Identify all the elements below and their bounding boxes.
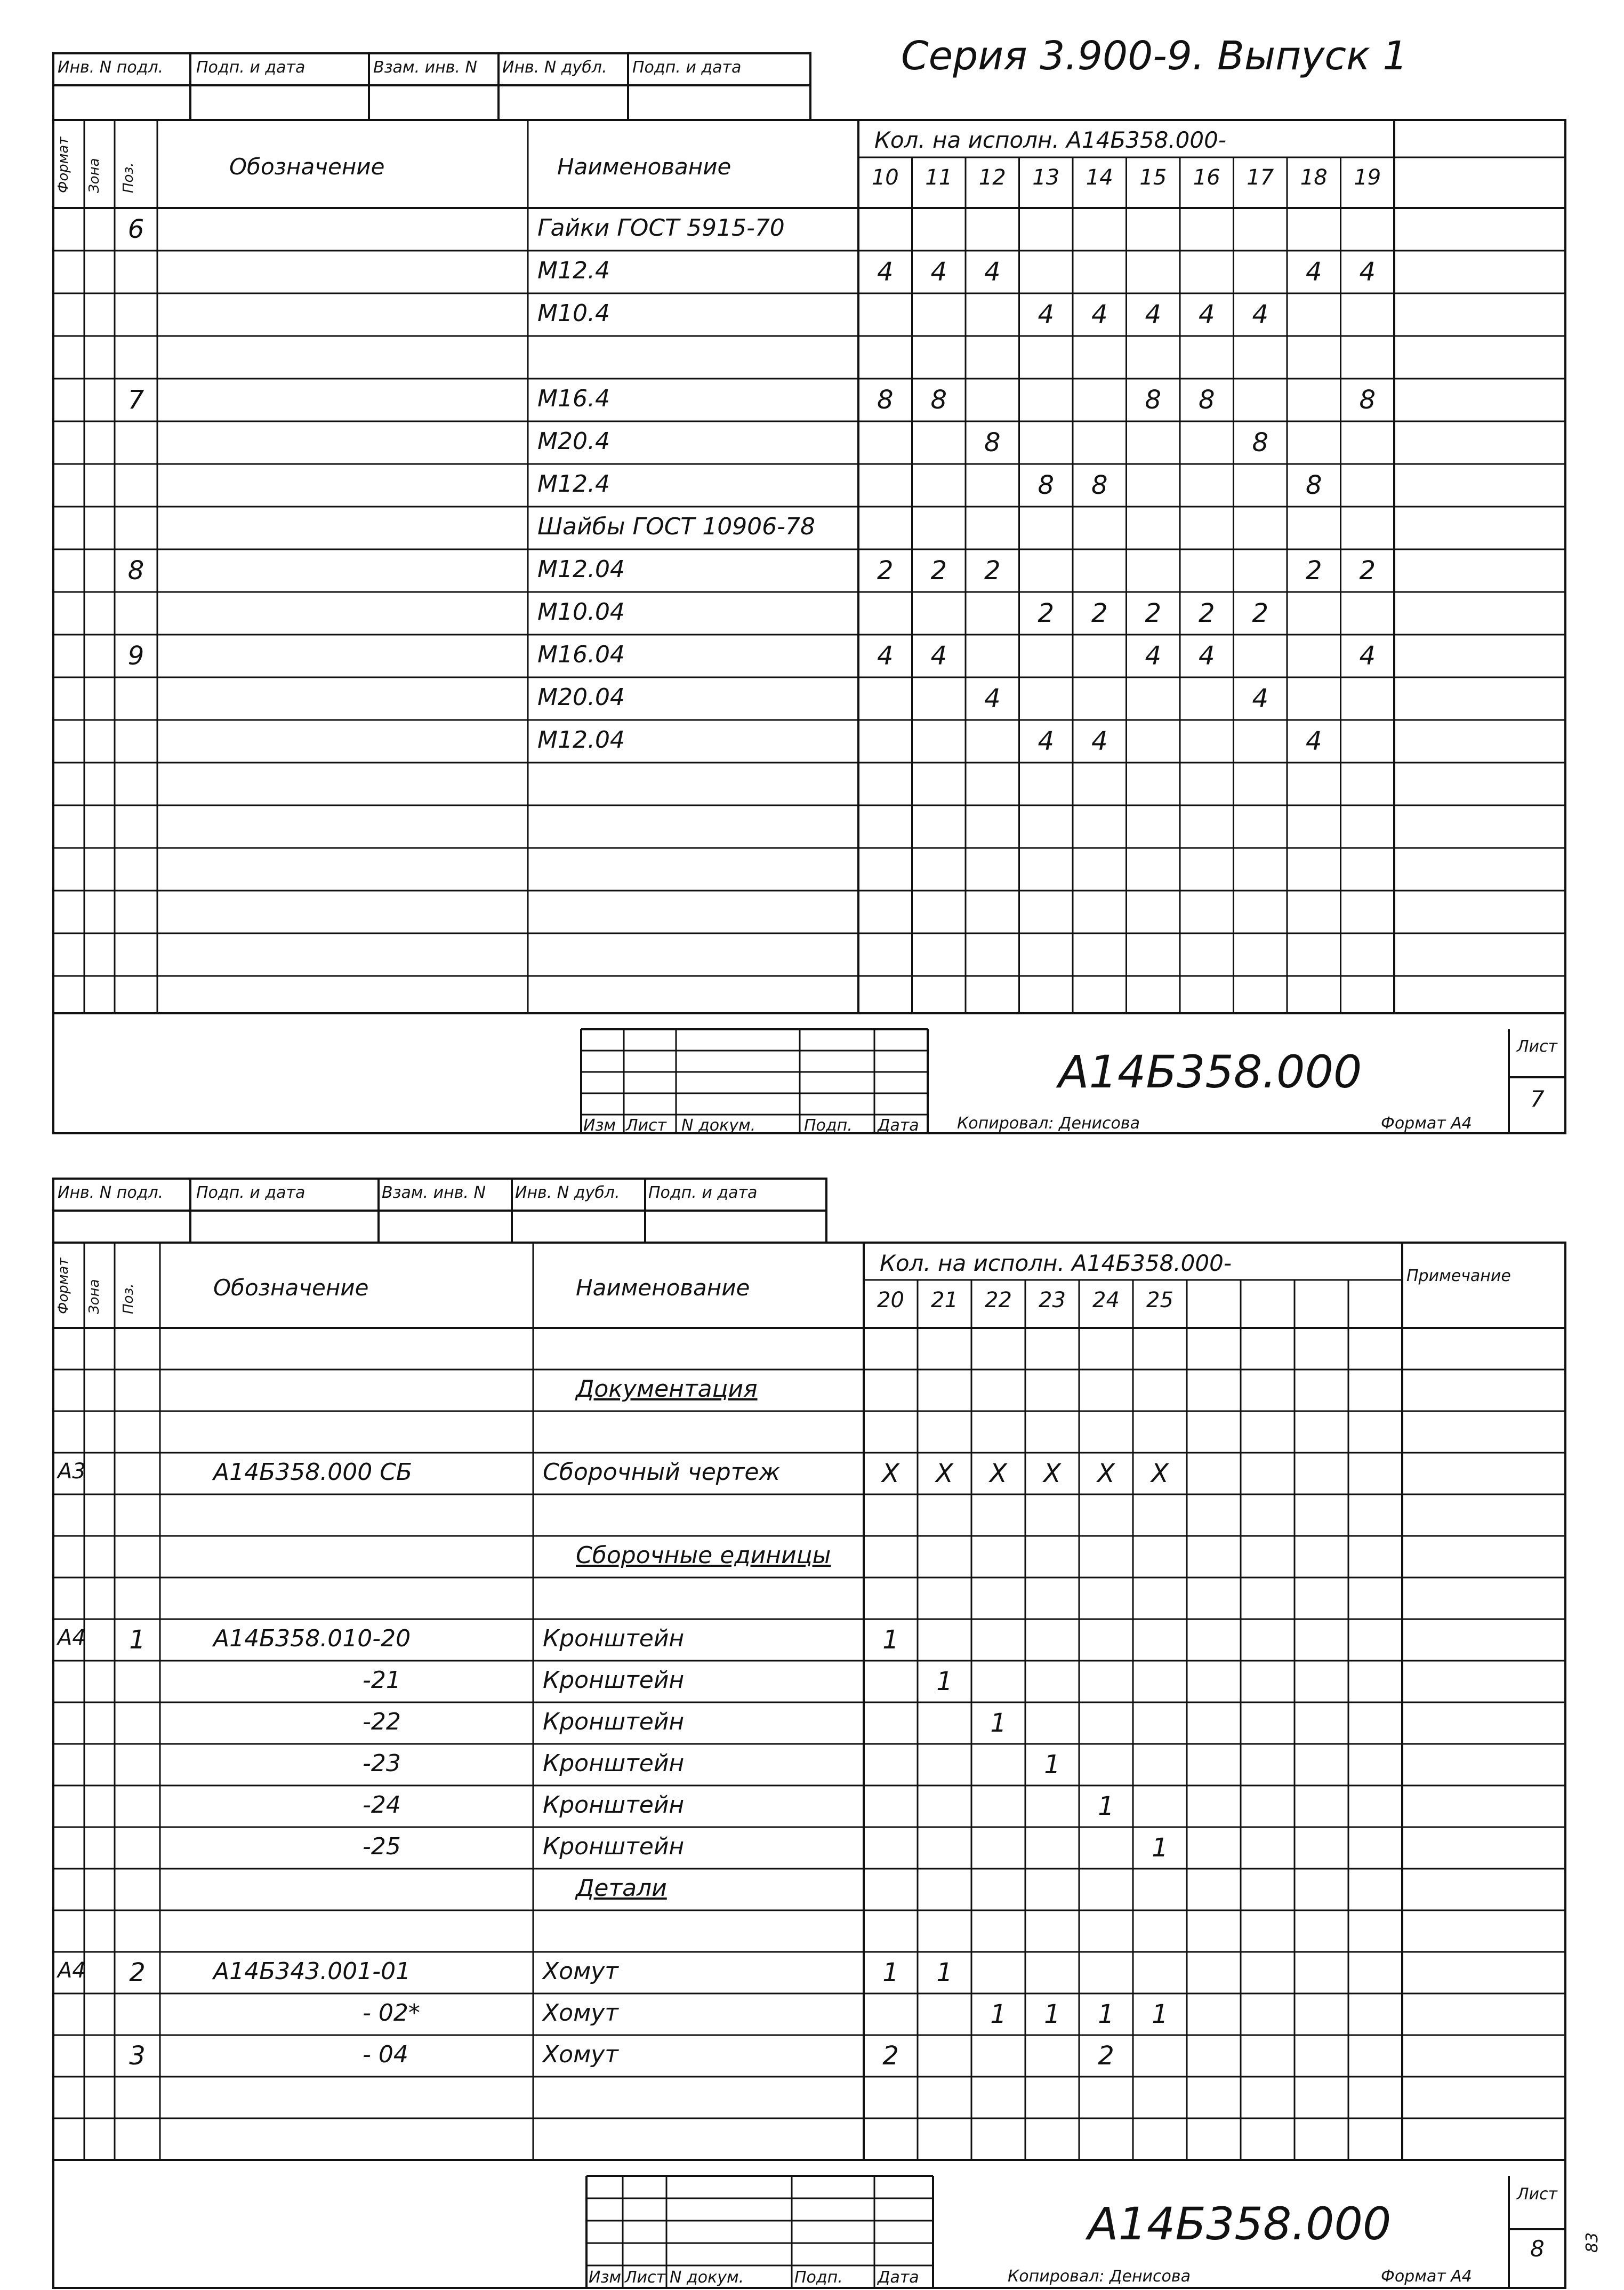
row-name: М20.04 — [537, 684, 625, 711]
row-quantity: 4 — [1252, 300, 1269, 330]
row-quantity: 1 — [1098, 1999, 1114, 2029]
row-quantity: 1 — [990, 1708, 1007, 1738]
title-col-doc-no: N докум. — [670, 2268, 744, 2287]
variant-label: 19 — [1354, 165, 1381, 190]
series-title: Серия 3.900-9. Выпуск 1 — [901, 33, 1408, 79]
row-quantity: 2 — [1252, 598, 1269, 628]
row-quantity: 4 — [1252, 684, 1269, 714]
row-quantity: X — [990, 1459, 1007, 1488]
copied-by: Копировал: Денисова — [957, 1114, 1140, 1133]
row-quantity: 4 — [1198, 641, 1215, 671]
variant-label: 25 — [1146, 1288, 1173, 1312]
row-quantity: 2 — [1098, 2041, 1114, 2071]
row-quantity: 2 — [930, 556, 947, 586]
col-zone-header: Зона — [86, 1279, 102, 1314]
document-number: А14Б358.000 — [1058, 1046, 1362, 1098]
row-quantity: 1 — [882, 1958, 899, 1988]
row-quantity: 4 — [1305, 257, 1322, 287]
title-col-signature: Подп. — [794, 2268, 843, 2287]
row-quantity: 4 — [1145, 300, 1162, 330]
row-name: М12.04 — [537, 556, 625, 583]
row-name: М12.4 — [537, 257, 610, 284]
row-quantity: 1 — [1044, 1999, 1060, 2029]
document-number: А14Б358.000 — [1088, 2198, 1392, 2250]
variant-label: 12 — [978, 165, 1006, 190]
row-quantity: 2 — [1091, 598, 1108, 628]
stamp-inv-duplicate: Инв. N дубл. — [502, 58, 607, 77]
row-name: Хомут — [543, 1958, 618, 1985]
sheet-number: 8 — [1530, 2236, 1545, 2262]
variant-label: 22 — [985, 1288, 1012, 1312]
variant-label: 23 — [1039, 1288, 1066, 1312]
qty-header: Кол. на исполн. А14Б358.000- — [874, 127, 1226, 153]
row-quantity: X — [1043, 1459, 1061, 1488]
variant-label: 21 — [931, 1288, 958, 1312]
row-quantity: 8 — [984, 428, 1001, 458]
row-quantity: 4 — [984, 257, 1001, 287]
row-name: Хомут — [543, 2041, 618, 2068]
title-col-change: Изм — [589, 2268, 622, 2287]
row-designation: -25 — [363, 1833, 401, 1860]
stamp-replaced-inv: Взам. инв. N — [373, 58, 477, 77]
sheet-label: Лист — [1517, 1037, 1558, 1056]
row-quantity: 2 — [984, 556, 1001, 586]
row-name: Сборочные единицы — [576, 1542, 831, 1569]
col-format-header: Формат — [55, 1258, 71, 1314]
row-quantity: 8 — [1305, 470, 1322, 500]
stamp-inv-original: Инв. N подл. — [58, 1183, 164, 1202]
paper-format: Формат А4 — [1381, 2267, 1472, 2286]
row-position: 9 — [127, 641, 144, 671]
row-quantity: 4 — [1091, 726, 1108, 756]
row-designation: -24 — [363, 1791, 401, 1819]
title-col-date: Дата — [878, 1116, 919, 1135]
row-quantity: 4 — [1198, 300, 1215, 330]
variant-label: 13 — [1032, 165, 1060, 190]
row-quantity: 8 — [1359, 385, 1376, 415]
variant-label: 15 — [1139, 165, 1167, 190]
stamp-sign-date: Подп. и дата — [196, 1183, 305, 1202]
variant-label: 16 — [1193, 165, 1220, 190]
row-designation: А14Б343.001-01 — [213, 1958, 411, 1985]
spec-sheet-8 — [0, 1147, 1624, 2290]
row-quantity: 4 — [877, 641, 894, 671]
row-name: М12.04 — [537, 726, 625, 754]
row-quantity: 8 — [1038, 470, 1055, 500]
row-quantity: 4 — [1038, 300, 1055, 330]
title-col-sheet: Лист — [626, 1116, 667, 1135]
row-position: 2 — [129, 1958, 146, 1988]
row-name: Кронштейн — [543, 1833, 685, 1860]
sheet-8-grid — [0, 1147, 1624, 2290]
row-name: М12.4 — [537, 470, 610, 498]
row-quantity: 2 — [882, 2041, 899, 2071]
col-designation-header: Обозначение — [213, 1275, 369, 1301]
row-quantity: 1 — [882, 1625, 899, 1655]
row-position: 3 — [129, 2041, 146, 2071]
row-designation: - 04 — [363, 2041, 408, 2068]
row-designation: -23 — [363, 1750, 401, 1777]
spec-sheet-7 — [0, 0, 1624, 1136]
row-name: Документация — [576, 1375, 758, 1403]
title-col-sheet: Лист — [625, 2268, 666, 2287]
row-quantity: 2 — [1145, 598, 1162, 628]
row-name: М16.04 — [537, 641, 625, 668]
variant-label: 20 — [877, 1288, 904, 1312]
row-position: 6 — [127, 214, 144, 244]
row-quantity: 2 — [1305, 556, 1322, 586]
stamp-inv-original: Инв. N подл. — [58, 58, 164, 77]
row-quantity: 4 — [1145, 641, 1162, 671]
row-designation: А14Б358.000 СБ — [213, 1459, 413, 1486]
col-pos-header: Поз. — [120, 1283, 136, 1314]
col-name-header: Наименование — [576, 1275, 750, 1301]
row-quantity: 4 — [1305, 726, 1322, 756]
row-quantity: 2 — [1359, 556, 1376, 586]
stamp-sign-date-2: Подп. и дата — [632, 58, 742, 77]
row-position: 8 — [127, 556, 144, 586]
row-designation: А14Б358.010-20 — [213, 1625, 411, 1652]
row-name: Кронштейн — [543, 1708, 685, 1735]
title-col-doc-no: N докум. — [681, 1116, 756, 1135]
row-format: А3 — [58, 1459, 86, 1484]
row-designation: -21 — [363, 1667, 401, 1694]
row-quantity: 4 — [930, 641, 947, 671]
row-format: А4 — [58, 1626, 86, 1650]
row-quantity: 1 — [936, 1958, 953, 1988]
row-quantity: 8 — [1091, 470, 1108, 500]
stamp-sign-date-2: Подп. и дата — [648, 1183, 758, 1202]
row-quantity: 4 — [1359, 257, 1376, 287]
variant-label: 10 — [871, 165, 899, 190]
variant-label: 18 — [1300, 165, 1328, 190]
row-name: Кронштейн — [543, 1791, 685, 1819]
row-designation: -22 — [363, 1708, 401, 1735]
sheet-label: Лист — [1517, 2185, 1558, 2204]
row-name: Кронштейн — [543, 1667, 685, 1694]
variant-label: 17 — [1247, 165, 1274, 190]
row-quantity: 8 — [877, 385, 894, 415]
row-name: Шайбы ГОСТ 10906-78 — [537, 513, 816, 540]
row-quantity: 4 — [1091, 300, 1108, 330]
col-designation-header: Обозначение — [229, 154, 385, 180]
row-quantity: 4 — [930, 257, 947, 287]
col-name-header: Наименование — [557, 154, 731, 180]
row-quantity: 1 — [1152, 1999, 1168, 2029]
row-position: 7 — [127, 385, 144, 415]
col-zone-header: Зона — [86, 158, 102, 193]
row-quantity: X — [882, 1459, 899, 1488]
paper-format: Формат А4 — [1381, 1114, 1472, 1133]
stamp-inv-duplicate: Инв. N дубл. — [515, 1183, 620, 1202]
stamp-replaced-inv: Взам. инв. N — [382, 1183, 486, 1202]
row-quantity: 4 — [984, 684, 1001, 714]
row-quantity: X — [1097, 1459, 1115, 1488]
sheet-number: 7 — [1530, 1086, 1545, 1112]
row-name: Детали — [576, 1875, 667, 1902]
row-quantity: X — [1151, 1459, 1169, 1488]
row-quantity: X — [936, 1459, 953, 1488]
row-quantity: 1 — [936, 1667, 953, 1696]
row-quantity: 8 — [930, 385, 947, 415]
variant-label: 14 — [1086, 165, 1113, 190]
row-designation: - 02* — [363, 1999, 420, 2027]
row-name: Кронштейн — [543, 1625, 685, 1652]
qty-header: Кол. на исполн. А14Б358.000- — [880, 1250, 1232, 1276]
row-quantity: 2 — [877, 556, 894, 586]
row-name: Сборочный чертеж — [543, 1459, 781, 1486]
row-quantity: 1 — [1152, 1833, 1168, 1863]
row-quantity: 1 — [990, 1999, 1007, 2029]
row-name: М10.4 — [537, 300, 610, 327]
row-format: А4 — [58, 1958, 86, 1983]
col-pos-header: Поз. — [120, 162, 136, 193]
row-name: М16.4 — [537, 385, 610, 412]
row-quantity: 2 — [1038, 598, 1055, 628]
title-col-date: Дата — [878, 2268, 919, 2287]
row-name: Гайки ГОСТ 5915-70 — [537, 214, 785, 242]
row-quantity: 1 — [1098, 1791, 1114, 1821]
title-col-signature: Подп. — [804, 1116, 853, 1135]
row-quantity: 8 — [1145, 385, 1162, 415]
row-quantity: 2 — [1198, 598, 1215, 628]
row-quantity: 4 — [1038, 726, 1055, 756]
variant-label: 24 — [1092, 1288, 1120, 1312]
stamp-sign-date: Подп. и дата — [196, 58, 305, 77]
row-quantity: 8 — [1198, 385, 1215, 415]
row-name: Кронштейн — [543, 1750, 685, 1777]
row-quantity: 1 — [1044, 1750, 1060, 1780]
row-name: Хомут — [543, 1999, 618, 2027]
row-position: 1 — [129, 1625, 146, 1655]
title-col-change: Изм — [583, 1116, 616, 1135]
row-name: М10.04 — [537, 598, 625, 626]
col-format-header: Формат — [55, 137, 71, 193]
edge-mark: 83 — [1583, 2232, 1602, 2253]
row-name: М20.4 — [537, 428, 610, 455]
col-note-header: Примечание — [1406, 1267, 1511, 1285]
variant-label: 11 — [925, 165, 953, 190]
row-quantity: 4 — [1359, 641, 1376, 671]
row-quantity: 8 — [1252, 428, 1269, 458]
row-quantity: 4 — [877, 257, 894, 287]
copied-by: Копировал: Денисова — [1008, 2267, 1191, 2286]
